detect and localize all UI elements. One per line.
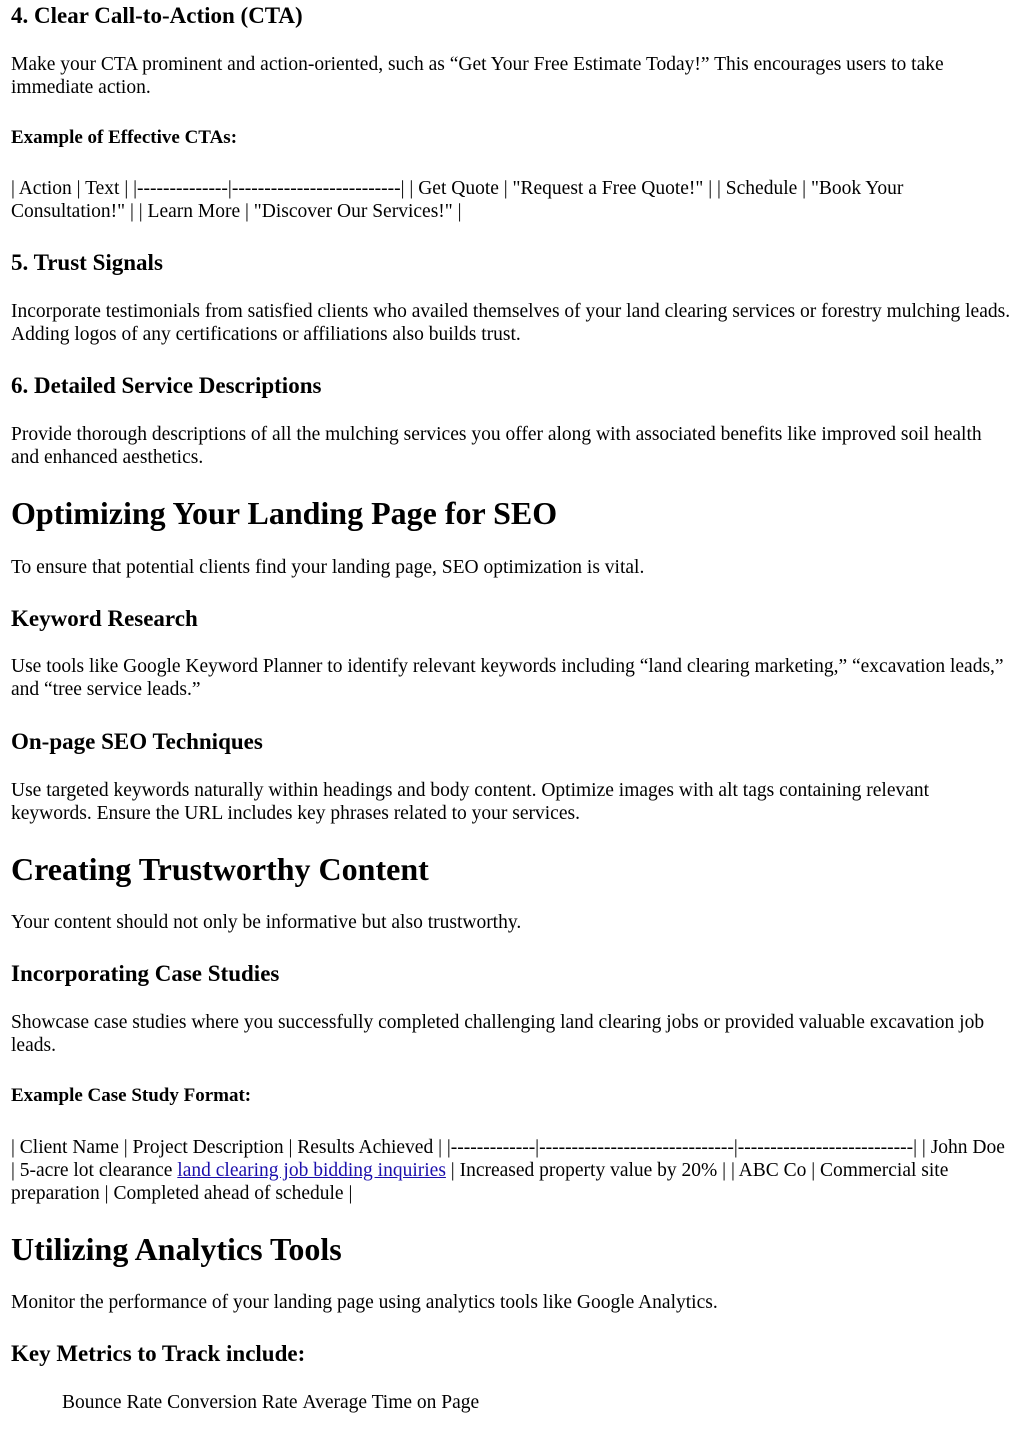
case-table-text-end: | Increased property value by 20% | | ABC Co | Commercial site preparation | Completed ahead of schedule |	[11, 1160, 949, 1204]
cta-table-text: | Action | Text | |--------------|--------------------------| | Get Quote | "Request a Free Quote!" | | Schedule | "Book Your Consultation!" | | Learn More | "Discover Our Services!" |	[11, 178, 904, 222]
metric-item: Average Time on Page	[302, 1392, 480, 1413]
service-descriptions-heading: 6. Detailed Service Descriptions	[11, 373, 322, 398]
key-metrics-list	[11, 1391, 1012, 1414]
case-table-text-start: | Client Name | Project Description | Results Achieved | |-------------|------------------------------|---------------------------| | John Doe | 5-acre lot clearance	[11, 1137, 1005, 1181]
analytics-heading: Utilizing Analytics Tools	[11, 1231, 342, 1267]
analytics-paragraph: Monitor the performance of your landing page using analytics tools like Google Analytics.	[11, 1292, 718, 1313]
seo-paragraph: To ensure that potential clients find your landing page, SEO optimization is vital.	[11, 557, 645, 578]
case-studies-paragraph: Showcase case studies where you successfully completed challenging land clearing jobs or provided valuable excavation job leads.	[11, 1012, 985, 1056]
seo-heading: Optimizing Your Landing Page for SEO	[11, 495, 558, 531]
case-table-text	[11, 1136, 1013, 1205]
key-metrics-heading: Key Metrics to Track include:	[11, 1341, 306, 1366]
trust-signals-heading: 5. Trust Signals	[11, 250, 163, 275]
metric-item: Bounce Rate	[62, 1392, 168, 1413]
onpage-seo-heading: On-page SEO Techniques	[11, 729, 263, 754]
trustworthy-content-heading: Creating Trustworthy Content	[11, 851, 429, 887]
cta-heading: 4. Clear Call-to-Action (CTA)	[11, 3, 303, 28]
onpage-seo-paragraph: Use targeted keywords naturally within headings and body content. Optimize images with alt tags containing relevant keywords. Ensure the URL includes key phrases related to your services.	[11, 780, 930, 824]
cta-examples-heading: Example of Effective CTAs:	[11, 127, 238, 148]
case-studies-heading: Incorporating Case Studies	[11, 961, 280, 986]
trustworthy-content-paragraph: Your content should not only be informative but also trustworthy.	[11, 912, 522, 933]
keyword-research-heading: Keyword Research	[11, 606, 198, 631]
cta-paragraph: Make your CTA prominent and action-oriented, such as “Get Your Free Estimate Today!” This encourages users to take immediate action.	[11, 54, 944, 98]
land-clearing-bidding-link[interactable]: land clearing job bidding inquiries	[177, 1160, 446, 1181]
metric-item: Conversion Rate	[167, 1392, 303, 1413]
trust-signals-paragraph: Incorporate testimonials from satisfied clients who availed themselves of your land clearing services or forestry mulching leads. Adding logos of any certifications or affiliations also builds trust.	[11, 301, 1011, 345]
case-format-heading: Example Case Study Format:	[11, 1085, 252, 1106]
keyword-research-paragraph: Use tools like Google Keyword Planner to identify relevant keywords including “land clearing marketing,” “excavation leads,” and “tree service leads.”	[11, 656, 1004, 700]
service-descriptions-paragraph: Provide thorough descriptions of all the mulching services you offer along with associated benefits like improved soil health and enhanced aesthetics.	[11, 424, 982, 468]
